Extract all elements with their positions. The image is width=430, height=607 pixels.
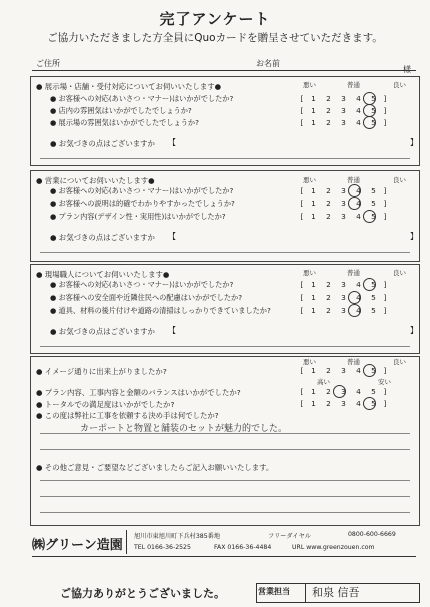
question-text: ● お客様への安全面や近隣住民への配慮はいかがでしたか? bbox=[50, 293, 243, 302]
scale-label-good: 良い bbox=[393, 81, 406, 89]
selected-circle bbox=[363, 364, 376, 377]
scale-label-normal: 普通 bbox=[347, 81, 360, 89]
answer-line bbox=[40, 480, 410, 481]
scale-label-bad: 悪い bbox=[303, 176, 316, 184]
name-label: お名前 bbox=[256, 59, 280, 68]
rating-scale: [ 1 2 3 4 5 ] bbox=[300, 212, 387, 221]
memo-line bbox=[40, 252, 410, 253]
section-heading-sales: ● 営業についてお伺いいたします● bbox=[36, 176, 155, 185]
sama-label: 様 bbox=[403, 65, 411, 74]
staff-label: 営業担当 bbox=[258, 587, 290, 596]
scale-label-normal: 普通 bbox=[347, 358, 360, 366]
rating-scale: [ 1 2 3 4 5 ] bbox=[300, 387, 387, 396]
footer-rule bbox=[32, 556, 416, 557]
page-title: 完了アンケート bbox=[159, 10, 271, 28]
selected-circle bbox=[363, 278, 376, 291]
thanks-message: ご協力ありがとうございました。 bbox=[60, 587, 225, 600]
header-underline bbox=[32, 70, 416, 71]
question-text: ● お客様への説明は的確でわかりやすかったでしょうか? bbox=[50, 199, 235, 208]
section-heading-reception: ● 展示場・店舗・受付対応についてお伺いいたします● bbox=[36, 82, 222, 91]
question-text: ● お客様への対応(あいさつ・マナー)はいかがでしたか? bbox=[50, 280, 234, 289]
scale-label-bad: 悪い bbox=[303, 269, 316, 277]
question-other: ● その他ご意見・ご要望などございましたらご記入お願いいたします。 bbox=[36, 463, 274, 472]
answer-line bbox=[40, 496, 410, 497]
company-logo: ㈱グリーン造園 bbox=[32, 538, 123, 553]
scale-label-cheap: 安い bbox=[378, 378, 391, 386]
rating-scale: [ 1 2 3 4 5 ] bbox=[300, 118, 387, 127]
selected-circle bbox=[363, 116, 376, 129]
rating-scale: [ 1 2 3 4 5 ] bbox=[300, 280, 387, 289]
bracket-close: 】 bbox=[410, 326, 418, 335]
company-fax: FAX 0166-36-4484 bbox=[214, 544, 272, 551]
question-text: ● 道具、材料の後片付けや道路の清掃はしっかりできていましたか? bbox=[50, 306, 271, 315]
bracket-open: 【 bbox=[168, 232, 176, 241]
freedial-label: フリーダイヤル bbox=[268, 533, 311, 540]
selected-circle bbox=[348, 197, 361, 210]
bracket-open: 【 bbox=[168, 326, 176, 335]
company-address: 旭川市東旭川町下兵村385番地 bbox=[134, 533, 221, 540]
question-text: ● お客様への対応(あいさつ・マナー)はいかがでしたか? bbox=[50, 186, 234, 195]
scale-label-good: 良い bbox=[393, 358, 406, 366]
page-subtitle: ご協力いただきました方全員にQuoカードを贈呈させていただきます。 bbox=[47, 32, 383, 44]
question-text: ● 店内の雰囲気はいかがでしたでしょうか? bbox=[50, 106, 192, 115]
scale-label-good: 良い bbox=[393, 176, 406, 184]
scale-label-bad: 悪い bbox=[303, 81, 316, 89]
bracket-close: 】 bbox=[410, 232, 418, 241]
question-text: ● プラン内容(デザイン性・実用性)はいかがでしたか? bbox=[50, 212, 226, 221]
scale-label-bad: 悪い bbox=[303, 358, 316, 366]
rating-scale: [ 1 2 3 4 5 ] bbox=[300, 94, 387, 103]
rating-scale: [ 1 2 3 4 5 ] bbox=[300, 366, 387, 375]
rating-scale: [ 1 2 3 4 5 ] bbox=[300, 199, 387, 208]
footer-divider bbox=[126, 530, 127, 554]
rating-scale: [ 1 2 3 4 5 ] bbox=[300, 306, 387, 315]
selected-circle bbox=[348, 291, 361, 304]
question-balance: ● プラン内容、工事内容と金額のバランスはいかがでしたか? bbox=[36, 388, 241, 397]
scale-label-good: 良い bbox=[393, 269, 406, 277]
answer-line bbox=[40, 512, 410, 513]
question-text: ● お客様への対応(あいさつ・マナー)はいかがでしたか? bbox=[50, 94, 234, 103]
bracket-open: 【 bbox=[168, 138, 176, 147]
rating-scale: [ 1 2 3 4 5 ] bbox=[300, 399, 387, 408]
scale-label-normal: 普通 bbox=[347, 176, 360, 184]
address-label: ご住所 bbox=[36, 59, 60, 68]
scale-label-high: 高い bbox=[317, 378, 330, 386]
section-box-overall bbox=[30, 356, 420, 526]
section-heading-craftsmen: ● 現場職人についてお伺いいたします● bbox=[36, 270, 170, 279]
rating-scale: [ 1 2 3 4 5 ] bbox=[300, 293, 387, 302]
memo-line bbox=[40, 346, 410, 347]
rating-scale: [ 1 2 3 4 5 ] bbox=[300, 186, 387, 195]
answer-line bbox=[40, 433, 410, 434]
memo-prompt: ● お気づきの点はございますか bbox=[50, 233, 155, 242]
question-image: ● イメージ通りに出来上がりましたか? bbox=[36, 367, 167, 376]
selected-circle bbox=[348, 184, 361, 197]
selected-circle bbox=[363, 397, 376, 410]
question-overall: ● トータルでの満足度はいかがでしたか? bbox=[36, 400, 175, 409]
scale-label-normal: 普通 bbox=[347, 269, 360, 277]
company-url: URL www.greenzouen.com bbox=[292, 544, 375, 551]
rating-scale: [ 1 2 3 4 5 ] bbox=[300, 106, 387, 115]
selected-circle bbox=[348, 304, 361, 317]
staff-divider bbox=[305, 583, 306, 603]
memo-prompt: ● お気づきの点はございますか bbox=[50, 139, 155, 148]
answer-line bbox=[40, 449, 410, 450]
company-tel: TEL 0166-36-2525 bbox=[134, 544, 191, 551]
question-decision: ● この度は弊社に工事を依頼する決め手は何でしたか? bbox=[36, 411, 219, 420]
question-text: ● 展示場の雰囲気はいかがでしたでしょうか? bbox=[50, 118, 199, 127]
selected-circle bbox=[333, 385, 346, 398]
memo-line bbox=[40, 158, 410, 159]
bracket-close: 】 bbox=[410, 138, 418, 147]
selected-circle bbox=[363, 210, 376, 223]
freedial-number: 0800-600-6669 bbox=[348, 531, 396, 538]
staff-name: 和泉 信吾 bbox=[312, 586, 360, 599]
handwritten-answer: カーポートと物置と舗装のセットが魅力的でした。 bbox=[80, 424, 288, 434]
memo-prompt: ● お気づきの点はございますか bbox=[50, 327, 155, 336]
